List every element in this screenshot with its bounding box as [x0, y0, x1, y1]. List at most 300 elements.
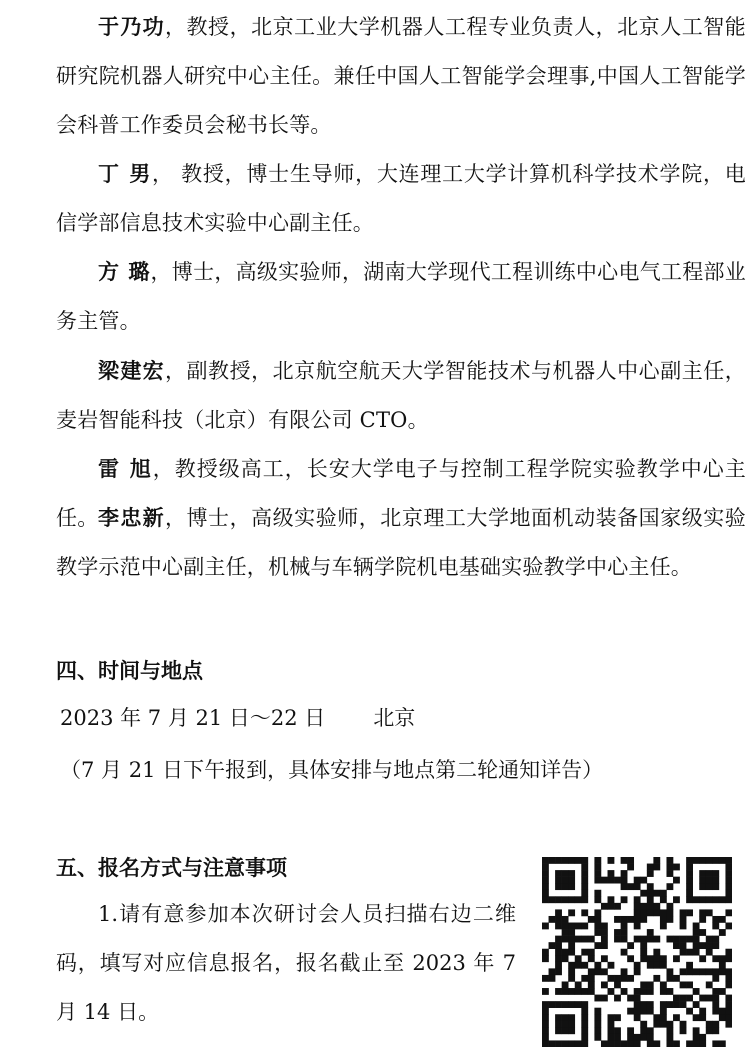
qr-module	[594, 995, 601, 1002]
qr-module	[614, 1034, 621, 1041]
qr-module	[601, 929, 608, 936]
qr-module	[640, 1034, 647, 1041]
qr-module	[627, 955, 634, 962]
qr-module	[594, 890, 601, 897]
qr-module	[614, 975, 621, 982]
qr-module	[640, 981, 647, 988]
qr-module	[725, 890, 732, 897]
qr-module	[712, 896, 719, 903]
person-name: 李忠新	[98, 506, 165, 530]
qr-module	[634, 877, 641, 884]
qr-module	[581, 949, 588, 956]
qr-module	[647, 955, 654, 962]
qr-module	[608, 870, 615, 877]
qr-module	[555, 857, 562, 864]
qr-module	[725, 870, 732, 877]
section-heading-registration: 五、报名方式与注意事项	[56, 856, 287, 880]
qr-module	[699, 1014, 706, 1021]
qr-module	[588, 975, 595, 982]
qr-module	[581, 1021, 588, 1028]
qr-module	[680, 1021, 687, 1028]
qr-module	[712, 968, 719, 975]
qr-module	[660, 1001, 667, 1008]
qr-module	[673, 936, 680, 943]
qr-module	[686, 857, 693, 864]
qr-module	[673, 864, 680, 871]
qr-module	[555, 1027, 562, 1034]
qr-module	[549, 942, 556, 949]
qr-module	[699, 883, 706, 890]
qr-module	[647, 981, 654, 988]
qr-module	[562, 896, 569, 903]
qr-module	[575, 1040, 582, 1047]
qr-module	[647, 962, 654, 969]
qr-module	[712, 975, 719, 982]
qr-module	[666, 1040, 673, 1047]
qr-module	[568, 936, 575, 943]
registration-qr-code[interactable]	[542, 857, 732, 1047]
qr-module	[621, 896, 628, 903]
qr-module	[719, 1008, 726, 1015]
qr-module	[581, 1034, 588, 1041]
qr-module	[680, 923, 687, 930]
qr-module	[686, 1040, 693, 1047]
qr-module	[640, 1027, 647, 1034]
qr-module	[549, 1001, 556, 1008]
qr-module	[647, 936, 654, 943]
qr-module	[562, 1040, 569, 1047]
qr-module	[693, 936, 700, 943]
qr-module	[647, 864, 654, 871]
qr-module	[608, 1027, 615, 1034]
qr-module	[666, 968, 673, 975]
qr-module	[640, 1008, 647, 1015]
person-name: 方 璐	[98, 260, 151, 284]
qr-module	[621, 949, 628, 956]
qr-module	[660, 890, 667, 897]
qr-module	[673, 896, 680, 903]
qr-module	[686, 890, 693, 897]
qr-module	[562, 1014, 569, 1021]
qr-module	[660, 923, 667, 930]
qr-module	[621, 923, 628, 930]
qr-module	[555, 870, 562, 877]
qr-module	[608, 988, 615, 995]
qr-module	[680, 949, 687, 956]
qr-module	[699, 995, 706, 1002]
qr-module	[725, 883, 732, 890]
qr-module	[562, 988, 569, 995]
qr-module	[640, 936, 647, 943]
bio-paragraph	[56, 347, 746, 445]
qr-module	[542, 857, 549, 864]
qr-module	[660, 962, 667, 969]
qr-module	[660, 1021, 667, 1028]
qr-module	[549, 1040, 556, 1047]
qr-module	[666, 1001, 673, 1008]
bio-text: ，博士，高级实验师，湖南大学现代工程训练中心电气工程部业务主管。	[56, 260, 746, 333]
qr-module	[568, 1014, 575, 1021]
qr-module	[719, 955, 726, 962]
qr-module	[594, 877, 601, 884]
qr-module	[555, 968, 562, 975]
qr-module	[712, 955, 719, 962]
qr-module	[647, 1008, 654, 1015]
qr-module	[666, 988, 673, 995]
qr-module	[555, 942, 562, 949]
qr-module	[542, 1014, 549, 1021]
qr-module	[634, 916, 641, 923]
qr-module	[673, 1014, 680, 1021]
qr-module	[693, 988, 700, 995]
qr-module	[660, 1014, 667, 1021]
qr-module	[686, 995, 693, 1002]
qr-module	[699, 929, 706, 936]
qr-module	[680, 981, 687, 988]
qr-module	[542, 890, 549, 897]
qr-module	[608, 962, 615, 969]
qr-module	[562, 936, 569, 943]
qr-module	[575, 1001, 582, 1008]
qr-module	[568, 870, 575, 877]
qr-module	[575, 857, 582, 864]
qr-module	[725, 1014, 732, 1021]
qr-module	[594, 1027, 601, 1034]
qr-module	[666, 975, 673, 982]
qr-module	[594, 1014, 601, 1021]
qr-module	[568, 877, 575, 884]
qr-module	[581, 936, 588, 943]
qr-module	[621, 968, 628, 975]
qr-module	[621, 975, 628, 982]
bio-paragraph	[56, 3, 746, 150]
qr-module	[634, 1034, 641, 1041]
qr-module	[666, 1034, 673, 1041]
qr-module	[542, 883, 549, 890]
qr-module	[712, 942, 719, 949]
qr-module	[660, 981, 667, 988]
qr-module	[608, 975, 615, 982]
qr-module	[706, 1027, 713, 1034]
qr-module	[594, 857, 601, 864]
qr-module	[712, 936, 719, 943]
qr-module	[647, 1027, 654, 1034]
qr-module	[568, 988, 575, 995]
qr-module	[634, 962, 641, 969]
qr-module	[549, 968, 556, 975]
qr-module	[601, 955, 608, 962]
qr-module	[634, 1040, 641, 1047]
qr-module	[542, 1008, 549, 1015]
qr-module	[660, 1008, 667, 1015]
qr-module	[601, 936, 608, 943]
qr-module	[621, 929, 628, 936]
person-name: 梁建宏	[98, 359, 165, 383]
qr-module	[594, 864, 601, 871]
qr-module	[712, 857, 719, 864]
qr-module	[542, 988, 549, 995]
qr-module	[706, 936, 713, 943]
qr-module	[555, 883, 562, 890]
qr-module	[555, 1001, 562, 1008]
registration-instruction: 1.请有意参加本次研讨会人员扫描右边二维码，填写对应信息报名，报名截止至 2023 年 7 月 14 日。	[56, 902, 516, 1024]
qr-module	[725, 955, 732, 962]
qr-module	[725, 968, 732, 975]
qr-module	[680, 1027, 687, 1034]
qr-module	[581, 1008, 588, 1015]
qr-module	[712, 883, 719, 890]
qr-module	[581, 1014, 588, 1021]
qr-module	[555, 1021, 562, 1028]
qr-module	[699, 870, 706, 877]
qr-module	[555, 1014, 562, 1021]
qr-module	[666, 916, 673, 923]
qr-module	[581, 988, 588, 995]
qr-module	[686, 981, 693, 988]
qr-module	[594, 896, 601, 903]
qr-module	[693, 942, 700, 949]
qr-module	[634, 936, 641, 943]
qr-module	[725, 995, 732, 1002]
qr-module	[660, 988, 667, 995]
qr-module	[555, 949, 562, 956]
qr-module	[562, 883, 569, 890]
qr-module	[653, 909, 660, 916]
qr-module	[608, 903, 615, 910]
bio-text: ，教授，北京工业大学机器人工程专业负责人，北京人工智能研究院机器人研究中心主任。兼任中国人工智能学会理事,中国人工智能学会科普工作委员会秘书长等。	[56, 15, 746, 137]
qr-module	[640, 877, 647, 884]
qr-module	[562, 877, 569, 884]
qr-module	[653, 1040, 660, 1047]
qr-module	[647, 870, 654, 877]
qr-module	[640, 1001, 647, 1008]
qr-module	[666, 936, 673, 943]
qr-module	[640, 1021, 647, 1028]
qr-module	[555, 936, 562, 943]
qr-module	[653, 936, 660, 943]
qr-module	[680, 936, 687, 943]
qr-module	[706, 883, 713, 890]
qr-module	[634, 1008, 641, 1015]
qr-module	[660, 909, 667, 916]
qr-module	[601, 877, 608, 884]
qr-module	[568, 975, 575, 982]
qr-module	[693, 968, 700, 975]
qr-module	[542, 923, 549, 930]
qr-module	[725, 1001, 732, 1008]
qr-module	[712, 1008, 719, 1015]
qr-module	[627, 857, 634, 864]
qr-module	[614, 929, 621, 936]
qr-module	[562, 1021, 569, 1028]
qr-module	[653, 1014, 660, 1021]
qr-module	[647, 1034, 654, 1041]
qr-module	[614, 903, 621, 910]
qr-module	[542, 877, 549, 884]
registration-note: （7 月 21 日下午报到，具体安排与地点第二轮通知详告）	[60, 758, 604, 782]
qr-module	[699, 1008, 706, 1015]
qr-module	[621, 883, 628, 890]
qr-module	[653, 903, 660, 910]
qr-module	[588, 981, 595, 988]
qr-module	[634, 988, 641, 995]
qr-module	[594, 1034, 601, 1041]
qr-module	[588, 955, 595, 962]
qr-module	[555, 1040, 562, 1047]
qr-module	[699, 1034, 706, 1041]
qr-module	[673, 942, 680, 949]
qr-module	[706, 995, 713, 1002]
qr-module	[647, 890, 654, 897]
qr-module	[555, 962, 562, 969]
qr-module	[614, 877, 621, 884]
qr-module	[686, 896, 693, 903]
qr-module	[666, 903, 673, 910]
qr-module	[594, 1008, 601, 1015]
qr-module	[614, 936, 621, 943]
qr-module	[725, 909, 732, 916]
qr-module	[673, 995, 680, 1002]
qr-module	[621, 870, 628, 877]
qr-module	[719, 929, 726, 936]
qr-module	[660, 896, 667, 903]
qr-module	[581, 962, 588, 969]
qr-module	[686, 949, 693, 956]
qr-module	[568, 1027, 575, 1034]
qr-module	[699, 916, 706, 923]
qr-module	[693, 1034, 700, 1041]
qr-module	[712, 1040, 719, 1047]
qr-module	[634, 968, 641, 975]
qr-module	[601, 968, 608, 975]
qr-module	[706, 870, 713, 877]
qr-module	[706, 942, 713, 949]
qr-module	[640, 988, 647, 995]
qr-module	[608, 877, 615, 884]
qr-module	[542, 1027, 549, 1034]
qr-module	[660, 955, 667, 962]
bio-paragraph	[56, 150, 746, 248]
qr-module	[725, 857, 732, 864]
qr-module	[581, 870, 588, 877]
qr-module	[568, 883, 575, 890]
qr-module	[653, 864, 660, 871]
qr-module	[568, 1021, 575, 1028]
qr-module	[725, 975, 732, 982]
qr-module	[614, 1027, 621, 1034]
qr-module	[647, 1001, 654, 1008]
qr-module	[686, 877, 693, 884]
qr-module	[693, 896, 700, 903]
qr-module	[614, 916, 621, 923]
qr-module	[634, 995, 641, 1002]
bio-paragraph	[56, 494, 746, 592]
qr-module	[673, 955, 680, 962]
qr-module	[719, 962, 726, 969]
qr-module	[542, 975, 549, 982]
qr-module	[712, 1001, 719, 1008]
qr-module	[693, 1001, 700, 1008]
qr-module	[699, 909, 706, 916]
qr-module	[640, 949, 647, 956]
qr-module	[680, 942, 687, 949]
qr-module	[725, 1008, 732, 1015]
qr-module	[693, 949, 700, 956]
qr-module	[686, 936, 693, 943]
qr-module	[568, 949, 575, 956]
qr-module	[699, 877, 706, 884]
qr-module	[666, 1021, 673, 1028]
qr-module	[627, 942, 634, 949]
qr-module	[680, 995, 687, 1002]
qr-module	[673, 975, 680, 982]
qr-module	[719, 988, 726, 995]
qr-module	[627, 883, 634, 890]
qr-module	[706, 896, 713, 903]
qr-module	[562, 1001, 569, 1008]
qr-module	[712, 988, 719, 995]
qr-module	[699, 968, 706, 975]
qr-module	[647, 929, 654, 936]
qr-module	[594, 916, 601, 923]
qr-module	[712, 916, 719, 923]
qr-module	[594, 929, 601, 936]
qr-module	[666, 857, 673, 864]
qr-module	[581, 909, 588, 916]
qr-module	[666, 883, 673, 890]
qr-module	[719, 916, 726, 923]
qr-module	[621, 936, 628, 943]
qr-module	[601, 995, 608, 1002]
qr-module	[640, 903, 647, 910]
qr-module	[686, 962, 693, 969]
qr-module	[712, 870, 719, 877]
qr-module	[562, 916, 569, 923]
qr-module	[673, 877, 680, 884]
qr-module	[725, 877, 732, 884]
qr-module	[634, 883, 641, 890]
qr-module	[581, 896, 588, 903]
qr-module	[627, 864, 634, 871]
qr-module	[614, 1040, 621, 1047]
qr-module	[693, 1027, 700, 1034]
qr-module	[680, 909, 687, 916]
qr-module	[555, 877, 562, 884]
qr-module	[653, 857, 660, 864]
qr-module	[588, 988, 595, 995]
qr-module	[647, 883, 654, 890]
qr-module	[725, 949, 732, 956]
qr-module	[699, 955, 706, 962]
qr-module	[627, 1027, 634, 1034]
qr-module	[719, 896, 726, 903]
qr-module	[568, 962, 575, 969]
qr-module	[581, 1001, 588, 1008]
qr-module	[608, 1034, 615, 1041]
bio-text: ，教授级高工，长安大学电子与控制工程学院实验教学中心主任。	[56, 457, 747, 530]
qr-module	[666, 864, 673, 871]
person-name: 丁 男	[98, 162, 152, 186]
qr-module	[568, 942, 575, 949]
qr-module	[581, 1040, 588, 1047]
qr-module	[575, 981, 582, 988]
qr-module	[568, 923, 575, 930]
qr-module	[575, 988, 582, 995]
qr-module	[542, 1040, 549, 1047]
section-heading-time-location: 四、时间与地点	[56, 659, 203, 683]
qr-module	[562, 949, 569, 956]
qr-module	[555, 909, 562, 916]
